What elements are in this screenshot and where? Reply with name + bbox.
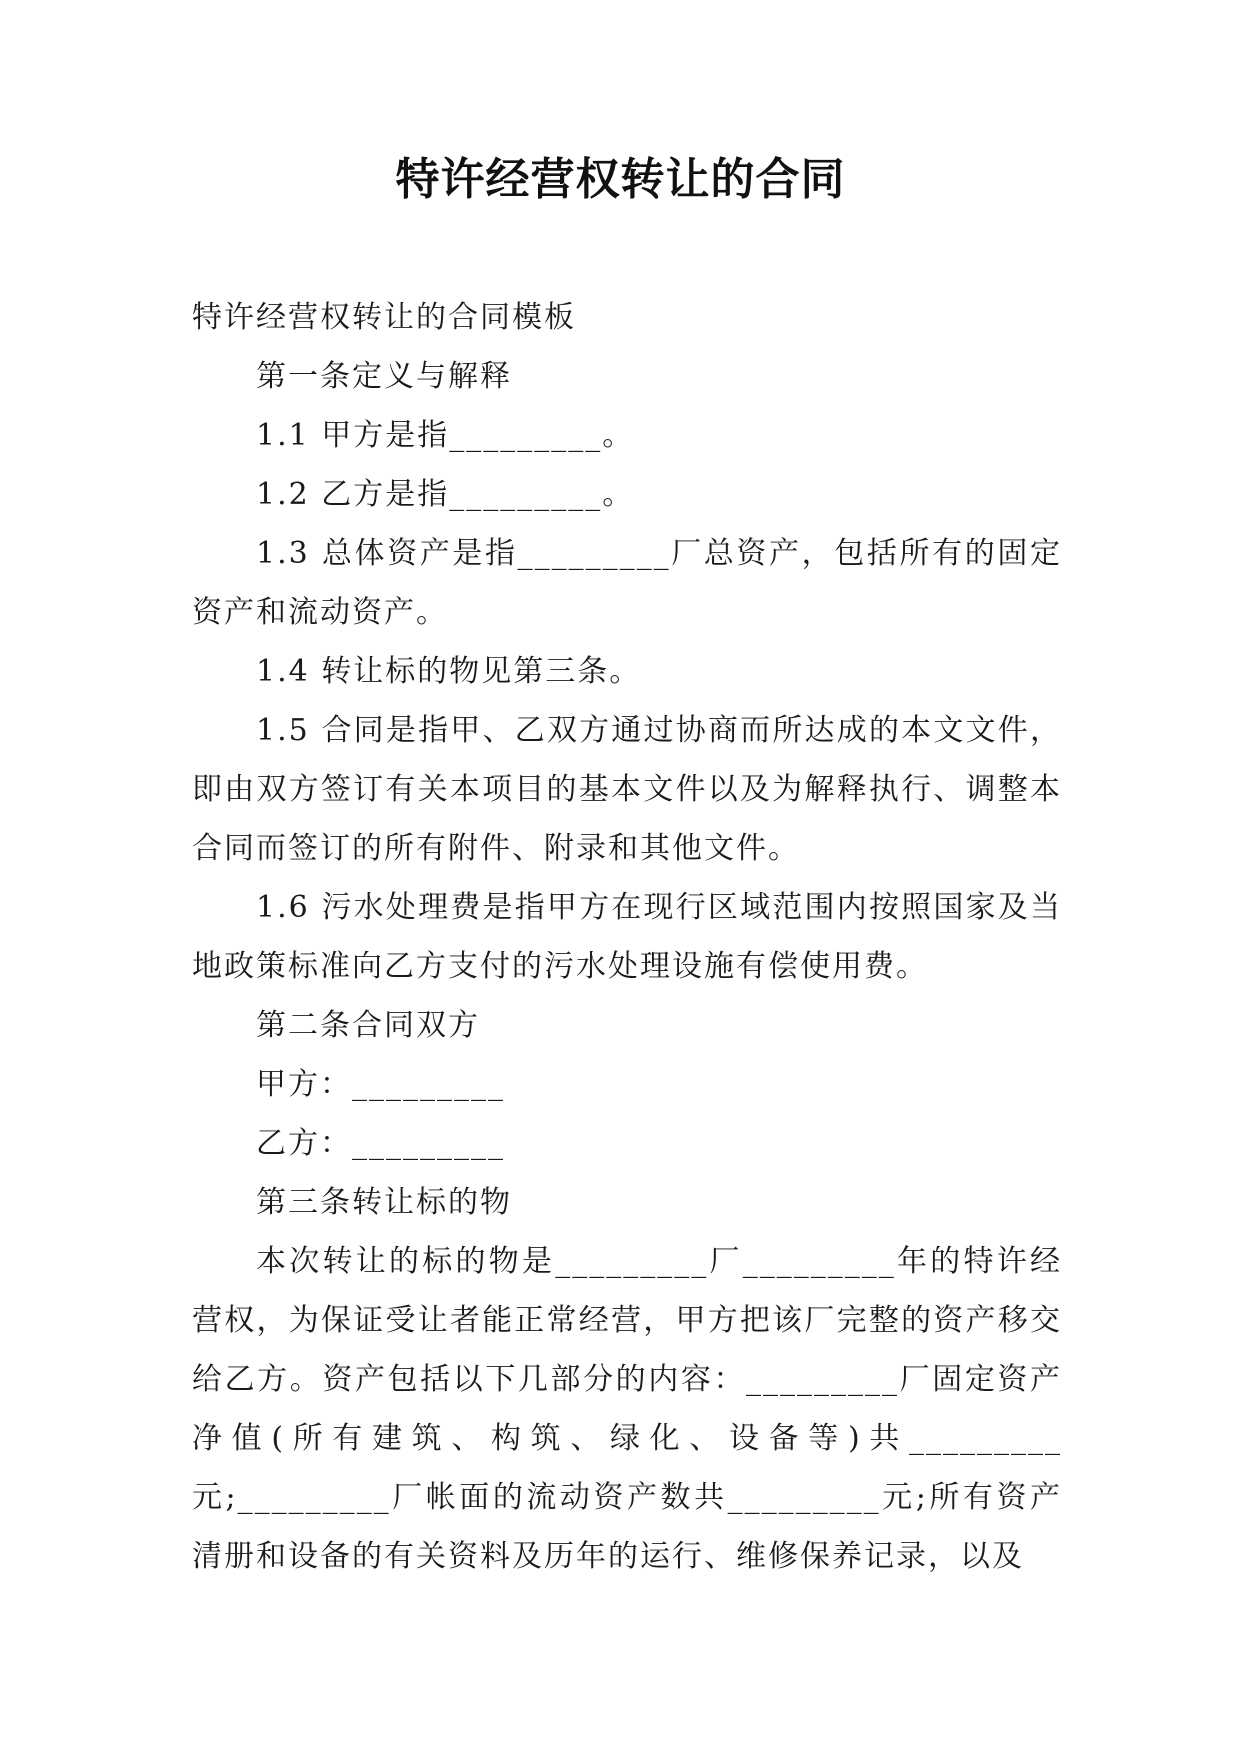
document-title: 特许经营权转让的合同 xyxy=(395,154,846,205)
paragraph-article-3-heading: 第三条转让标的物 xyxy=(256,1185,512,1220)
paragraph-clause-1-1: 1.1 甲方是指_________。 xyxy=(256,418,635,453)
paragraph-party-a: 甲方：_________ xyxy=(256,1067,505,1102)
paragraph-clause-1-6: 1.6 污水处理费是指甲方在现行区域范围内按照国家及当地政策标准向乙方支付的污水处理设施有偿使用费。 xyxy=(192,890,1062,984)
paragraph-subtitle: 特许经营权转让的合同模板 xyxy=(192,300,576,335)
paragraph-party-b: 乙方：_________ xyxy=(256,1126,505,1161)
paragraph-clause-1-5: 1.5 合同是指甲、乙双方通过协商而所达成的本文文件，即由双方签订有关本项目的基本文件以及为解释执行、调整本合同而签订的所有附件、附录和其他文件。 xyxy=(192,713,1062,866)
paragraph-article-1-heading: 第一条定义与解释 xyxy=(256,359,512,394)
paragraph-article-3-body: 本次转让的标的物是_________厂_________年的特许经营权，为保证受让者能正常经营，甲方把该厂完整的资产移交给乙方。资产包括以下几部分的内容：_________厂固定资产净值(所有建筑、构筑、绿化、设备等)共_________元;_________厂帐面的流动资产数共_________元;所有资产清册和设备的有关资料及历年的运行、维修保养记录，以及 xyxy=(192,1244,1062,1574)
paragraph-clause-1-3: 1.3 总体资产是指_________厂总资产，包括所有的固定资产和流动资产。 xyxy=(192,536,1062,630)
document-body xyxy=(192,288,1062,1586)
paragraph-article-2-heading: 第二条合同双方 xyxy=(256,1008,480,1043)
paragraph-clause-1-4: 1.4 转让标的物见第三条。 xyxy=(256,654,642,689)
paragraph-clause-1-2: 1.2 乙方是指_________。 xyxy=(256,477,635,512)
